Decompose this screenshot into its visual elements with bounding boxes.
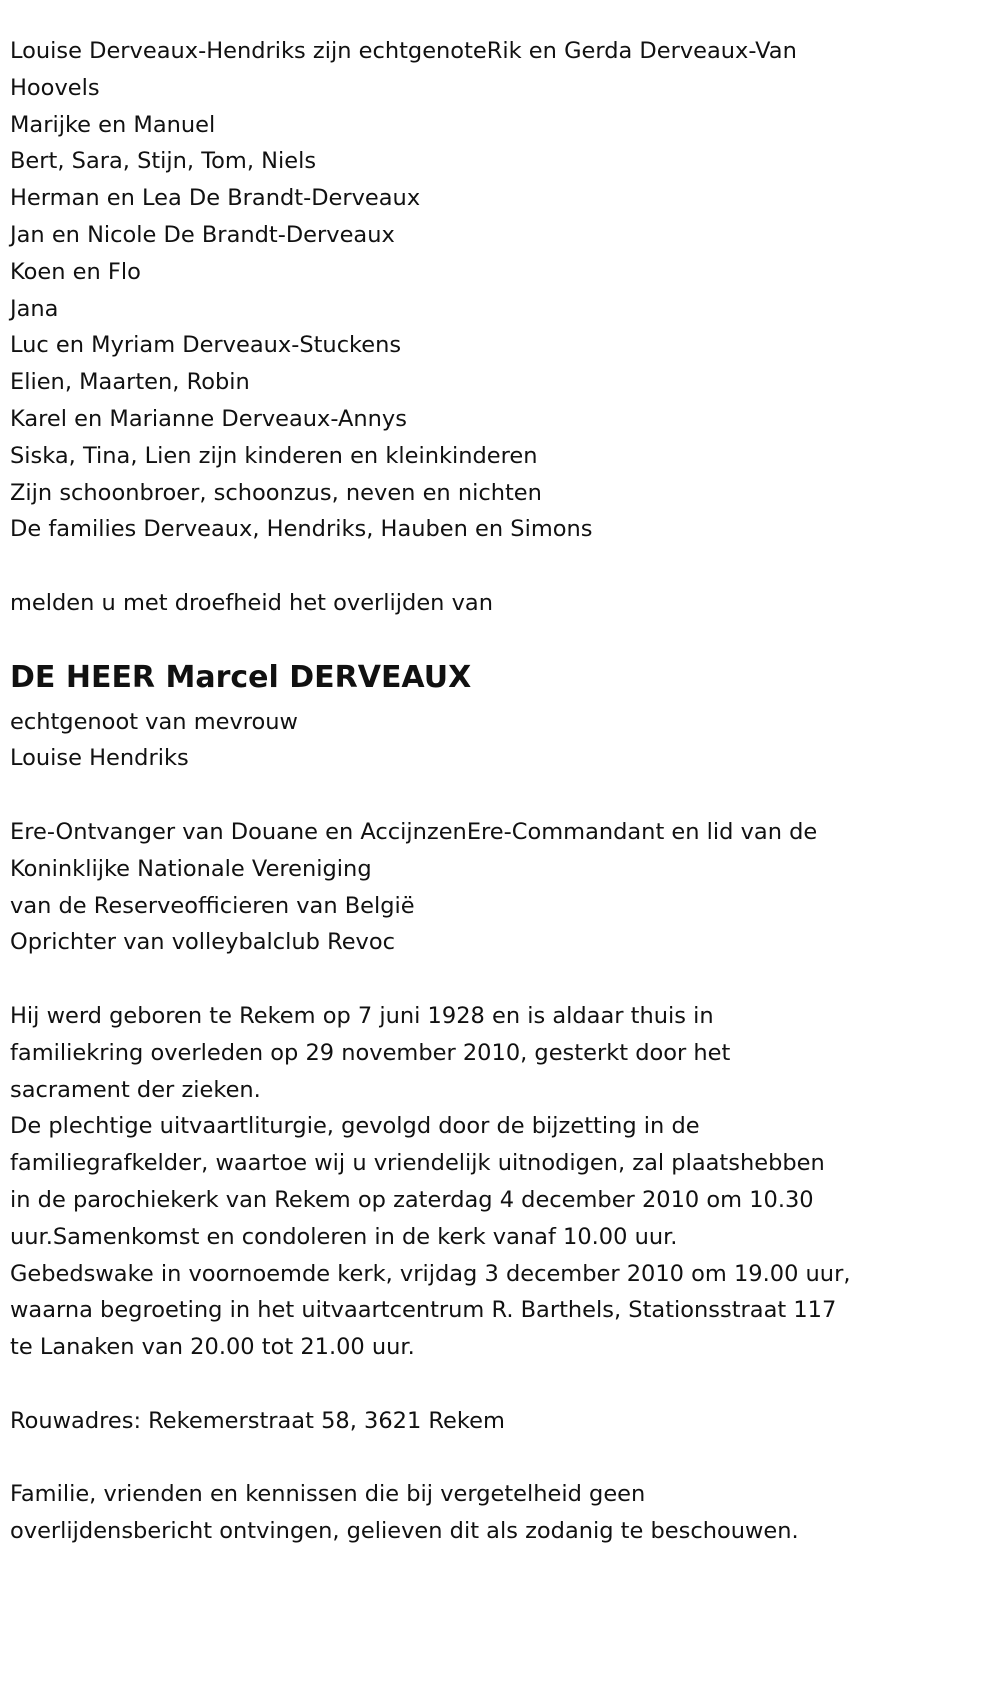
details-block <box>10 998 1000 1366</box>
announcement-text: melden u met droefheid het overlijden van <box>10 589 493 616</box>
details-line: sacrament der zieken. <box>10 1076 261 1103</box>
details-line: Hij werd geboren te Rekem op 7 juni 1928 en is aldaar thuis in <box>10 1002 714 1029</box>
details-line: familiegrafkelder, waartoe wij u vriendelijk uitnodigen, zal plaatshebben <box>10 1150 825 1177</box>
family-line: Elien, Maarten, Robin <box>10 369 250 396</box>
family-line: Bert, Sara, Stijn, Tom, Niels <box>10 148 317 175</box>
mourning-address: Rouwadres: Rekemerstraat 58, 3621 Rekem <box>10 1407 505 1434</box>
details-line: waarna begroeting in het uitvaartcentrum R. Barthels, Stationsstraat 117 <box>10 1297 837 1324</box>
family-line: Siska, Tina, Lien zijn kinderen en kleinkinderen <box>10 442 538 469</box>
family-line: Jan en Nicole De Brandt-Derveaux <box>10 221 395 248</box>
family-line: Koen en Flo <box>10 258 141 285</box>
spouse-line: echtgenoot van mevrouw <box>10 708 298 735</box>
details-line: familiekring overleden op 29 november 2010, gesterkt door het <box>10 1039 731 1066</box>
details-line: Gebedswake in voornoemde kerk, vrijdag 3 december 2010 om 19.00 uur, <box>10 1260 851 1287</box>
deceased-name: DE HEER Marcel DERVEAUX <box>10 659 472 695</box>
closing-line: overlijdensbericht ontvingen, gelieven dit als zodanig te beschouwen. <box>10 1518 799 1545</box>
details-line: uur.Samenkomst en condoleren in de kerk vanaf 10.00 uur. <box>10 1223 678 1250</box>
family-line: Louise Derveaux-Hendriks zijn echtgenoteRik en Gerda Derveaux-Van <box>10 38 797 64</box>
family-line: Zijn schoonbroer, schoonzus, neven en nichten <box>10 479 542 506</box>
title-line: Oprichter van volleybalclub Revoc <box>10 929 396 956</box>
family-line: Hoovels <box>10 74 100 101</box>
spouse-line: Louise Hendriks <box>10 745 189 772</box>
family-line: De families Derveaux, Hendriks, Hauben en Simons <box>10 516 593 543</box>
closing-line: Familie, vrienden en kennissen die bij vergetelheid geen <box>10 1481 646 1508</box>
title-line: van de Reserveofficieren van België <box>10 892 415 919</box>
closing-block <box>10 1476 1000 1550</box>
family-line: Marijke en Manuel <box>10 111 216 138</box>
title-line: Ere-Ontvanger van Douane en AccijnzenEre-Commandant en lid van de <box>10 818 818 845</box>
details-line: te Lanaken van 20.00 tot 21.00 uur. <box>10 1334 415 1361</box>
family-line: Karel en Marianne Derveaux-Annys <box>10 405 407 432</box>
family-line: Jana <box>10 295 59 322</box>
details-line: De plechtige uitvaartliturgie, gevolgd door de bijzetting in de <box>10 1113 700 1140</box>
titles-block <box>10 814 1000 961</box>
title-line: Koninklijke Nationale Vereniging <box>10 855 372 882</box>
family-list <box>10 33 1000 548</box>
details-line: in de parochiekerk van Rekem op zaterdag 4 december 2010 om 10.30 <box>10 1186 814 1213</box>
family-line: Herman en Lea De Brandt-Derveaux <box>10 185 421 212</box>
family-line: Luc en Myriam Derveaux-Stuckens <box>10 332 402 359</box>
